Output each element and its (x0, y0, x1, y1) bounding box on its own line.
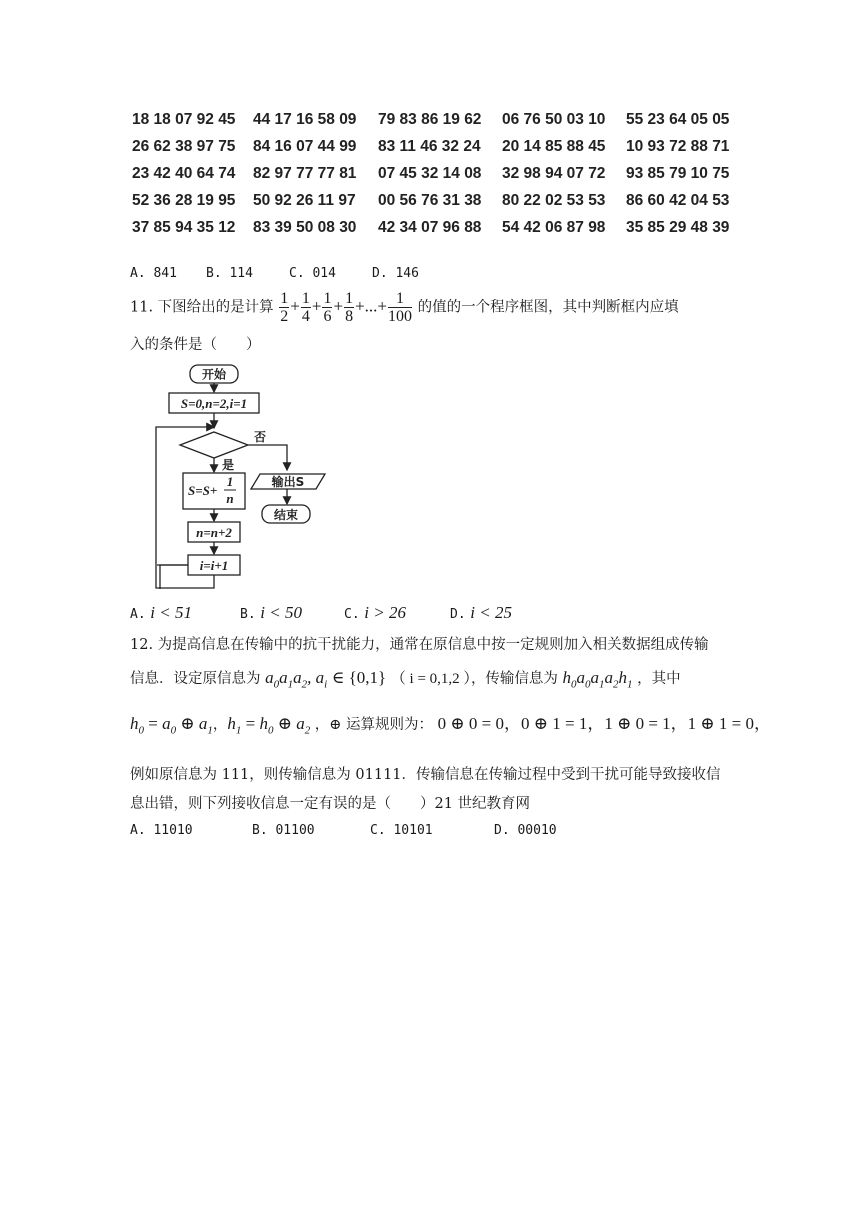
q11-options (130, 603, 512, 623)
random-table-cell: 84 16 07 44 99 (253, 137, 357, 155)
random-table-cell: 23 42 40 64 74 (132, 164, 236, 182)
random-table-cell: 42 34 07 96 88 (378, 218, 482, 236)
random-table-cell: 82 97 77 77 81 (253, 164, 357, 182)
q12-option-b: B. 01100 (252, 823, 315, 838)
q12-options (130, 823, 557, 838)
q11-suffix: 的值的一个程序框图，其中判断框内应填 (417, 299, 679, 316)
random-table-cell: 44 17 16 58 09 (253, 110, 357, 128)
flow-start-label: 开始 (201, 367, 227, 382)
random-table-cell: 26 62 38 97 75 (132, 137, 236, 155)
random-table-cell: 86 60 42 04 53 (626, 191, 730, 209)
flow-init-label: S=0,n=2,i=1 (180, 396, 248, 411)
random-table-row (132, 214, 746, 241)
random-table-cell: 07 45 32 14 08 (378, 164, 482, 182)
q12-line2: 信息．设定原信息为 $a_0a_1a_2$, $a_i$ ∈ {0,1} （ i = 0,1,2 ），传输信息为 $h_0a_0a_1a_2h_1$ ，其中 (130, 668, 681, 691)
series-term-last: $\frac{1}{100}$ (388, 290, 412, 325)
random-table-cell: 50 92 26 11 97 (253, 191, 356, 209)
flow-update-s-den: n (226, 491, 234, 506)
q11-prefix: 11. 下图给出的是计算 (130, 299, 274, 316)
q11-option-c: C. i > 26 (344, 603, 406, 622)
random-table-cell: 20 14 85 88 45 (502, 137, 606, 155)
flow-update-n-label: n=n+2 (196, 525, 232, 540)
random-table-row (132, 106, 746, 133)
random-table-row (132, 160, 746, 187)
series-term-3: $\frac{1}{6}$ (323, 290, 332, 325)
random-table-cell: 55 23 64 05 05 (626, 110, 730, 128)
flow-no-label: 否 (254, 430, 267, 444)
random-table-cell: 79 83 86 19 62 (378, 110, 482, 128)
series-ellipsis: ... (364, 296, 378, 316)
random-table-cell: 18 18 07 92 45 (132, 110, 236, 128)
q11-option-d: D. i < 25 (450, 603, 512, 622)
random-table-row (132, 187, 746, 214)
random-table-cell: 54 42 06 87 98 (502, 218, 606, 236)
random-number-table (132, 106, 746, 241)
random-table-cell: 83 39 50 08 30 (253, 218, 357, 236)
q10-option-c: C. 014 (289, 266, 336, 281)
q11-stem-line1: 11. 下图给出的是计算 $\frac{1}{2}$ + $\frac{1}{4}$ + $\frac{1}{6}$ + $\frac{1}{8}$ +...+ $\frac{1}{100}$ 的值的一个程序框图，其中判断框内应填 (130, 290, 679, 325)
series-term-2: $\frac{1}{4}$ (301, 290, 310, 325)
q11-option-a: A. i < 51 (130, 603, 192, 622)
random-table-cell: 83 11 46 32 24 (378, 137, 481, 155)
random-table-cell: 80 22 02 53 53 (502, 191, 606, 209)
random-table-cell: 06 76 50 03 10 (502, 110, 606, 128)
q10-options (130, 266, 419, 281)
flow-update-i-label: i=i+1 (199, 558, 229, 573)
program-flowchart (150, 362, 350, 592)
q11-stem-line2: 入的条件是（ ） (130, 337, 261, 353)
q12-line3: $h_0 = a_0$ ⊕ $a_1$，$h_1 = h_0$ ⊕ $a_2$ ，⊕ 运算规则为： 0 ⊕ 0 = 0，0 ⊕ 1 = 1，1 ⊕ 0 = 1，1 ⊕ 1 = 0， (130, 714, 771, 737)
flow-decision-node (180, 432, 248, 458)
q12-line4: 例如原信息为 111，则传输信息为 01111．传输信息在传输过程中受到干扰可能导致接收信 (130, 767, 721, 783)
q10-option-b: B. 114 (206, 266, 253, 281)
random-table-cell: 52 36 28 19 95 (132, 191, 236, 209)
random-table-cell: 35 85 29 48 39 (626, 218, 730, 236)
q12-line5: 息出错，则下列接收信息一定有误的是（ ）21 世纪教育网 (130, 796, 531, 812)
q11-option-b: B. i < 50 (240, 603, 302, 622)
series-term-1: $\frac{1}{2}$ (280, 290, 289, 325)
random-table-cell: 00 56 76 31 38 (378, 191, 482, 209)
flow-end-label: 结束 (273, 508, 299, 522)
q12-option-d: D. 00010 (494, 823, 557, 838)
q10-option-d: D. 146 (372, 266, 419, 281)
q10-option-a: A. 841 (130, 266, 177, 281)
random-table-cell: 10 93 72 88 71 (626, 137, 730, 155)
series-term-4: $\frac{1}{8}$ (345, 290, 354, 325)
flow-update-s-label: S=S+ (188, 483, 218, 498)
flow-output-label: 输出S (271, 475, 305, 489)
flow-yes-label: 是 (222, 458, 235, 472)
random-table-row (132, 133, 746, 160)
random-table-cell: 93 85 79 10 75 (626, 164, 730, 182)
random-table-cell: 32 98 94 07 72 (502, 164, 606, 182)
q12-line1: 12. 为提高信息在传输中的抗干扰能力，通常在原信息中按一定规则加入相关数据组成传输 (130, 637, 709, 653)
q12-option-c: C. 10101 (370, 823, 433, 838)
q12-option-a: A. 11010 (130, 823, 193, 838)
flow-update-s-num: 1 (226, 474, 234, 489)
random-table-cell: 37 85 94 35 12 (132, 218, 236, 236)
